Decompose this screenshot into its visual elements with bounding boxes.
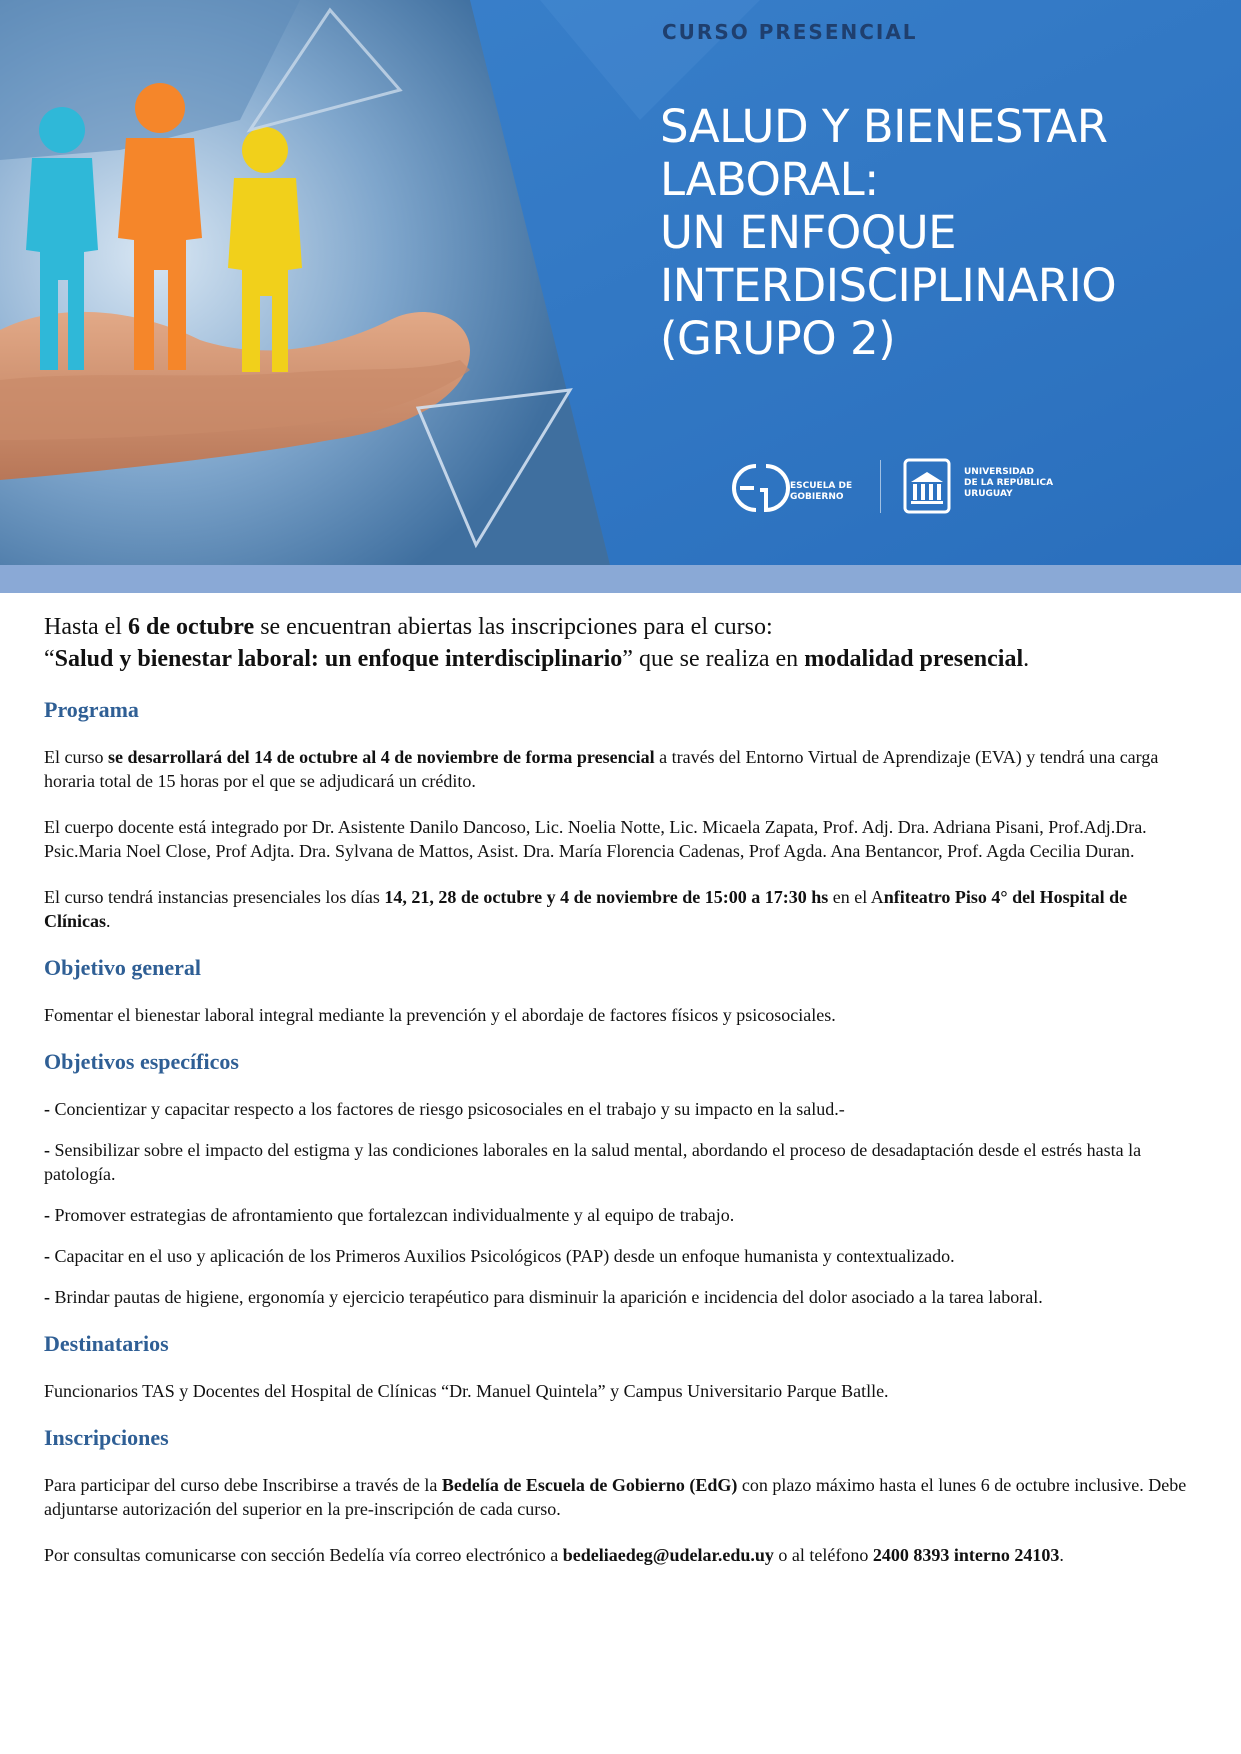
list-item-text: Sensibilizar sobre el impacto del estigma y las condiciones laborales en la salud mental, abordando el proceso de desadaptación desde el estrés hasta la patología.: [44, 1140, 1142, 1184]
objetivo-general-text: Fomentar el bienestar laboral integral mediante la prevención y el abordaje de factores físicos y psicosociales.: [44, 1005, 836, 1025]
contact-paragraph: [44, 1543, 1196, 1567]
banner-title-line: SALUD Y BIENESTAR: [660, 100, 1108, 153]
course-dates: se desarrollará del 14 de octubre al 4 de noviembre de forma presencial: [107, 747, 655, 767]
body-text: Para participar del curso debe Inscribirse a través de la: [44, 1475, 442, 1495]
udelar-logo-icon: [903, 458, 951, 514]
list-dash: -: [44, 1205, 50, 1225]
body-text: con plazo máximo hasta el lunes 6 de octubre inclusive. Debe adjuntarse autorización del superior en la pre-inscripción de cada curso.: [44, 1475, 1187, 1519]
course-banner: [0, 0, 1241, 593]
lead-deadline: 6 de octubre: [127, 614, 255, 640]
udelar-logo-text: [964, 467, 1053, 500]
lead-text: “: [44, 646, 55, 672]
lead-text: se encuentran abiertas las inscripciones para el curso:: [254, 614, 773, 640]
list-dash: -: [44, 1099, 50, 1119]
programa-schedule-paragraph: [44, 885, 1196, 933]
list-item-text: Capacitar en el uso y aplicación de los Primeros Auxilios Psicológicos (PAP) desde un enfoque humanista y contextualizado.: [50, 1246, 955, 1266]
list-item-text: Concientizar y capacitar respecto a los factores de riesgo psicosociales en el trabajo y su impacto en la salud.-: [50, 1099, 845, 1119]
bedelia-name: Bedelía de Escuela de Gobierno (EdG): [441, 1475, 738, 1495]
section-title-inscripciones: Inscripciones: [44, 1425, 169, 1450]
logo-text-line: GOBIERNO: [790, 492, 844, 502]
list-item-text: Promover estrategias de afrontamiento que fortalezcan individualmente y al equipo de trabajo.: [50, 1205, 735, 1225]
section-title-destinatarios: Destinatarios: [44, 1331, 169, 1356]
course-location: nfiteatro Piso 4° del Hospital de Clínicas: [44, 887, 1128, 931]
contact-phone: 2400 8393 interno 24103: [872, 1545, 1060, 1565]
programa-dates-paragraph: [44, 745, 1196, 793]
logo-text-line: ESCUELA DE: [790, 481, 853, 491]
list-item: [44, 1285, 1196, 1309]
list-dash: -: [44, 1246, 50, 1266]
logo-text-line: UNIVERSIDAD: [964, 467, 1034, 477]
lead-text: Hasta el: [44, 614, 128, 640]
body-text: Por consultas comunicarse con sección Bedelía vía correo electrónico a: [44, 1545, 563, 1565]
banner-title-line: UN ENFOQUE: [660, 206, 957, 259]
list-item: [44, 1097, 1196, 1121]
section-title-programa: Programa: [44, 697, 139, 722]
banner-title-line: (GRUPO 2): [660, 312, 896, 365]
body-text: o al teléfono: [773, 1545, 873, 1565]
logo-divider: [880, 460, 881, 513]
banner-title-line: LABORAL:: [660, 153, 879, 206]
list-item: [44, 1203, 1196, 1227]
list-dash: -: [44, 1287, 50, 1307]
list-item: [44, 1244, 1196, 1268]
logo-text-line: URUGUAY: [964, 489, 1013, 499]
section-title-objetivos-especificos: Objetivos específicos: [44, 1049, 239, 1074]
inscripciones-paragraph: [44, 1473, 1196, 1521]
banner-title-line: INTERDISCIPLINARIO: [660, 259, 1117, 312]
programa-teachers-paragraph: El cuerpo docente está integrado por Dr. Asistente Danilo Dancoso, Lic. Noelia Notte, Lic. Micaela Zapata, Prof. Adj. Dra. Adriana Pisani, Prof.Adj.Dra. Psic.Maria Noel Close, Prof Adjta. Dra. Sylvana de Mattos, Asist. Dra. María Florencia Cadenas, Prof Agda. Ana Bentancor, Prof. Agda Cecilia Duran.: [44, 817, 1147, 861]
logo-text-line: DE LA REPÚBLICA: [964, 478, 1054, 488]
body-text: .: [1059, 1545, 1064, 1565]
body-text: El curso tendrá instancias presenciales los días: [44, 887, 385, 907]
section-title-objetivo-general: Objetivo general: [44, 955, 202, 980]
course-schedule: 14, 21, 28 de octubre y 4 de noviembre de 15:00 a 17:30 hs: [384, 887, 829, 907]
announcement-body: [44, 611, 1196, 1567]
body-text: en el A: [828, 887, 884, 907]
body-text: a través del Entorno Virtual de Aprendizaje (EVA) y tendrá una carga horaria total de 15 horas por el que se adjudicará un crédito.: [44, 747, 1159, 791]
escuela-de-gobierno-logo-text: [790, 481, 852, 503]
list-dash: -: [44, 1140, 50, 1160]
list-item: [44, 1138, 1196, 1186]
lead-text: .: [1023, 646, 1030, 672]
lead-modality: modalidad presencial: [804, 646, 1024, 672]
lead-course-name: Salud y bienestar laboral: un enfoque interdisciplinario: [54, 646, 623, 672]
body-text: .: [106, 911, 111, 931]
body-text: El curso: [44, 747, 108, 767]
contact-email: bedeliaedeg@udelar.edu.uy: [562, 1545, 774, 1565]
banner-title: [660, 100, 1220, 365]
destinatarios-text: Funcionarios TAS y Docentes del Hospital de Clínicas “Dr. Manuel Quintela” y Campus Universitario Parque Batlle.: [44, 1381, 889, 1401]
banner-kicker: CURSO PRESENCIAL: [662, 20, 918, 44]
list-item-text: Brindar pautas de higiene, ergonomía y ejercicio terapéutico para disminuir la aparición e incidencia del dolor asociado a la tarea laboral.: [50, 1287, 1043, 1307]
banner-bottom-bar: [0, 565, 1241, 593]
lead-text: ” que se realiza en: [622, 646, 805, 672]
lead-paragraph: [44, 611, 1196, 675]
